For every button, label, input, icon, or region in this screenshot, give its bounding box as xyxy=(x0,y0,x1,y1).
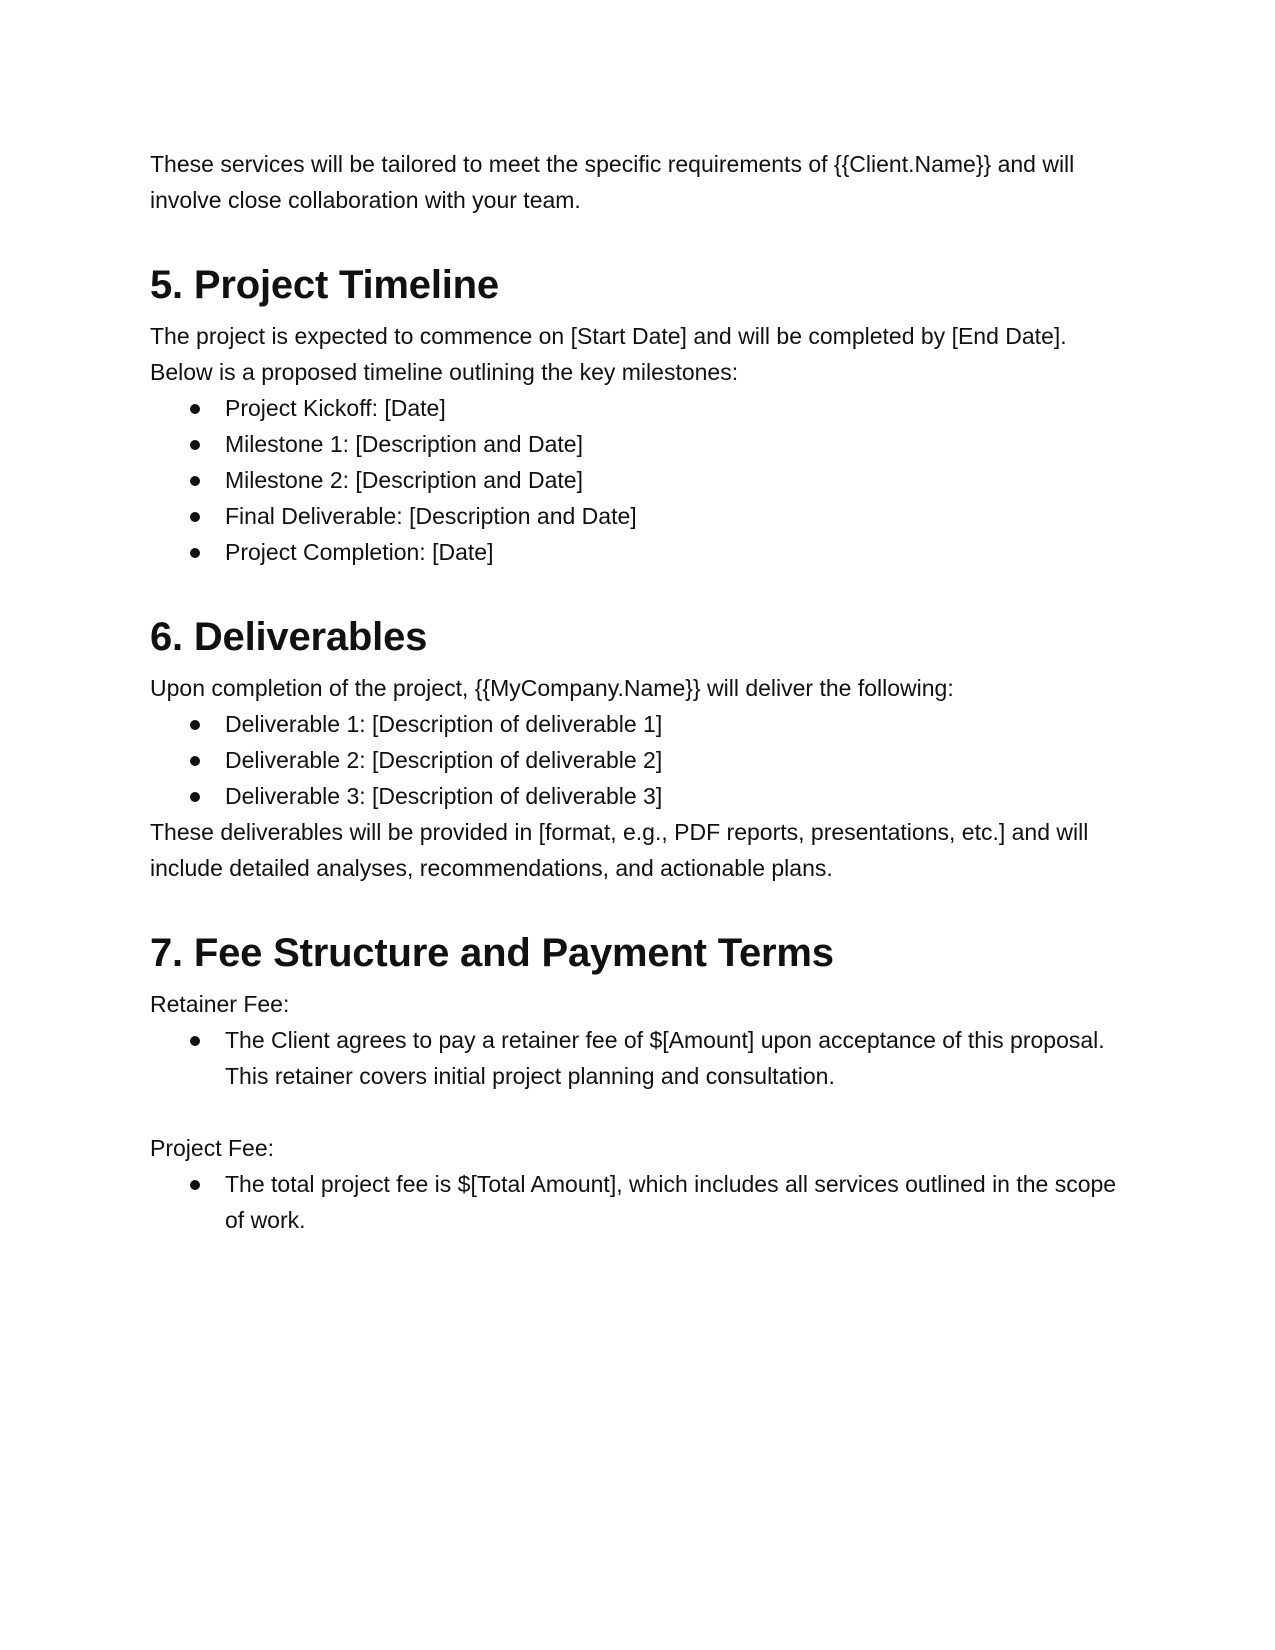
list-item-text: Deliverable 1: [Description of deliverable 1] xyxy=(225,711,663,737)
list-item-text: Milestone 1: [Description and Date] xyxy=(225,431,583,457)
section-heading-timeline: 5. Project Timeline xyxy=(150,263,499,307)
bullet-icon xyxy=(190,792,200,802)
bullet-icon xyxy=(190,404,200,414)
bullet-icon xyxy=(190,440,200,450)
list-item xyxy=(150,426,1130,462)
list-item-text: Final Deliverable: [Description and Date] xyxy=(225,503,637,529)
list-item-text: The total project fee is $[Total Amount], which includes all services outlined in the scope of work. xyxy=(225,1171,1117,1233)
bullet-icon xyxy=(190,756,200,766)
deliverables-list xyxy=(150,706,1130,814)
list-item xyxy=(150,498,1130,534)
deliverables-intro: Upon completion of the project, {{MyCompany.Name}} will deliver the following: xyxy=(150,675,954,701)
list-item xyxy=(150,390,1130,426)
list-item xyxy=(150,462,1130,498)
section-heading-fees: 7. Fee Structure and Payment Terms xyxy=(150,931,834,975)
list-item-text: Deliverable 3: [Description of deliverable 3] xyxy=(225,783,663,809)
bullet-icon xyxy=(190,476,200,486)
bullet-icon xyxy=(190,548,200,558)
bullet-icon xyxy=(190,512,200,522)
intro-paragraph: These services will be tailored to meet the specific requirements of {{Client.Name}} and will involve close collaboration with your team. xyxy=(150,151,1075,213)
retainer-fee-list xyxy=(150,1022,1130,1094)
list-item xyxy=(150,534,1130,570)
list-item-text: Project Kickoff: [Date] xyxy=(225,395,446,421)
list-item xyxy=(150,706,1130,742)
retainer-fee-label: Retainer Fee: xyxy=(150,991,290,1017)
project-fee-list xyxy=(150,1166,1130,1238)
section-heading-deliverables: 6. Deliverables xyxy=(150,615,428,659)
list-item-text: Milestone 2: [Description and Date] xyxy=(225,467,583,493)
bullet-icon xyxy=(190,720,200,730)
list-item-text: The Client agrees to pay a retainer fee of $[Amount] upon acceptance of this proposal. This retainer covers initial project planning and consultation. xyxy=(225,1027,1105,1089)
spacer xyxy=(150,1094,1130,1130)
list-item xyxy=(150,1022,1130,1094)
document-page xyxy=(150,146,1130,1238)
list-item xyxy=(150,1166,1130,1238)
deliverables-outro: These deliverables will be provided in [format, e.g., PDF reports, presentations, etc.] and will include detailed analyses, recommendations, and actionable plans. xyxy=(150,819,1089,881)
bullet-icon xyxy=(190,1036,200,1046)
timeline-intro: The project is expected to commence on [Start Date] and will be completed by [End Date]. Below is a proposed timeline outlining the key milestones: xyxy=(150,323,1067,385)
list-item-text: Project Completion: [Date] xyxy=(225,539,494,565)
list-item-text: Deliverable 2: [Description of deliverable 2] xyxy=(225,747,663,773)
list-item xyxy=(150,778,1130,814)
timeline-list xyxy=(150,390,1130,570)
project-fee-label: Project Fee: xyxy=(150,1135,274,1161)
list-item xyxy=(150,742,1130,778)
bullet-icon xyxy=(190,1180,200,1190)
